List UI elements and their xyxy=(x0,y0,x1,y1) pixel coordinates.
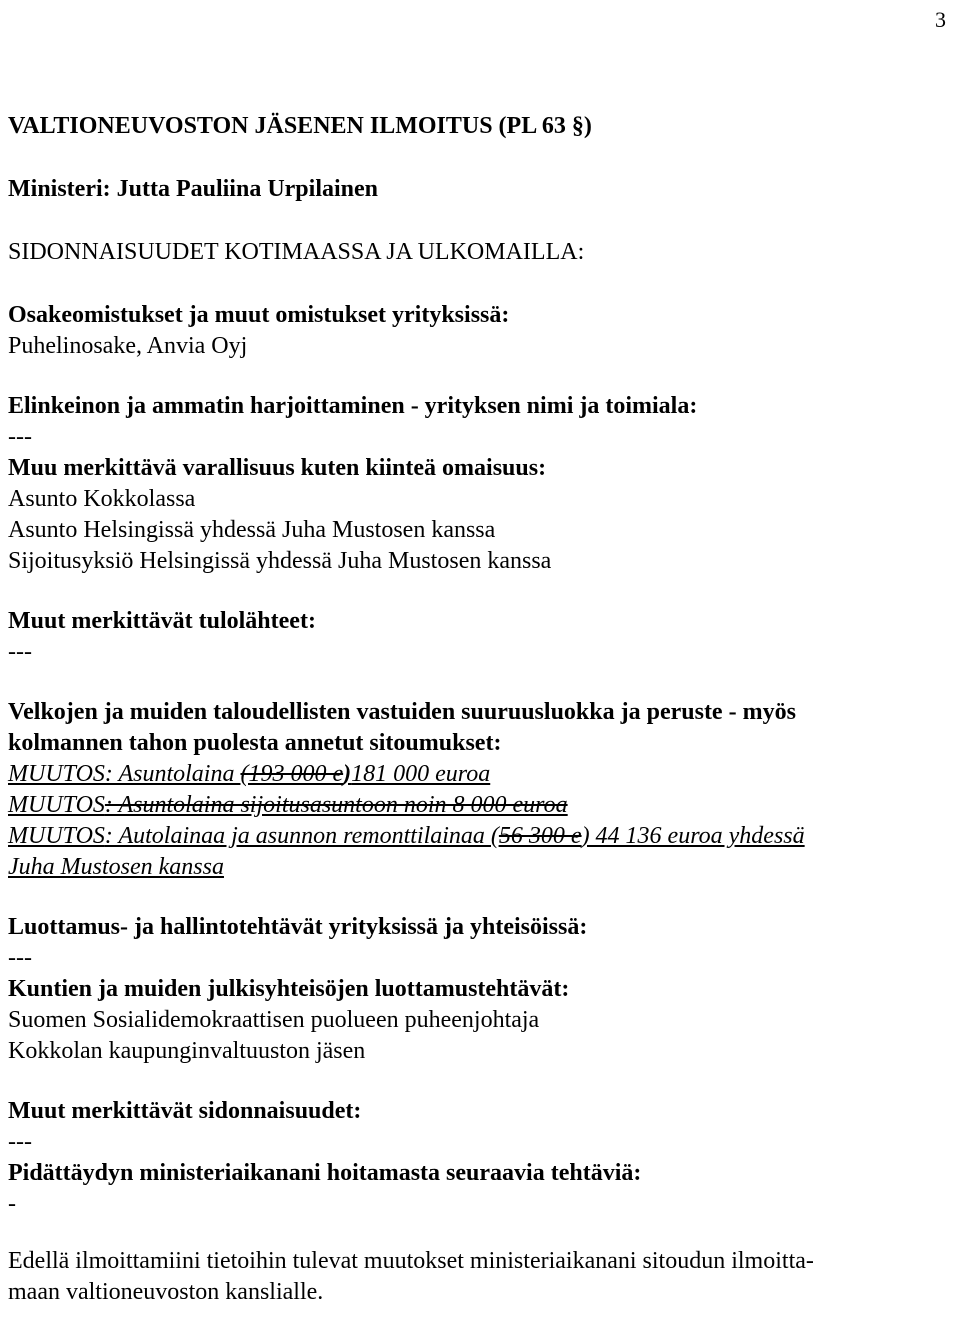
public-trust-item: Kokkolan kaupunginvaltuuston jäsen xyxy=(8,1038,366,1064)
trust-companies-heading: Luottamus- ja hallintotehtävät yrityksissä ja yhteisöissä: xyxy=(8,914,588,940)
public-trust-item: Suomen Sosialidemokraattisen puolueen puheenjohtaja xyxy=(8,1007,540,1033)
debt-change-prefix: MUUTOS: Asuntolaina xyxy=(8,761,241,787)
shareholding-item: Puhelinosake, Anvia Oyj xyxy=(8,333,248,359)
debt-change-line-4: Juha Mustosen kanssa xyxy=(8,854,224,880)
debts-heading-line-1: Velkojen ja muiden taloudellisten vastuiden suuruusluokka ja peruste - myös xyxy=(8,699,796,725)
document-title: VALTIONEUVOSTON JÄSENEN ILMOITUS (PL 63 §) xyxy=(8,113,592,139)
income-heading: Muut merkittävät tulolähteet: xyxy=(8,608,316,634)
loan-description: : Autolainaa ja asunnon remonttilainaa ( xyxy=(104,823,499,849)
declaration-document xyxy=(8,111,938,1308)
closing-line-1: Edellä ilmoittamiini tietoihin tulevat muutokset ministeriaikanani sitoudun ilmoitta- xyxy=(8,1248,814,1274)
recusal-heading: Pidättäydyn ministeriaikanani hoitamasta seuraavia tehtäviä: xyxy=(8,1160,642,1186)
business-value: --- xyxy=(8,424,32,450)
debt-change-line-1 xyxy=(8,759,938,790)
struck-amount: 56 300 e xyxy=(498,823,582,849)
new-amount: ) 44 136 euroa yhdessä xyxy=(581,823,805,849)
property-heading: Muu merkittävä varallisuus kuten kiinteä omaisuus: xyxy=(8,455,547,481)
business-heading: Elinkeinon ja ammatin harjoittaminen - yrityksen nimi ja toimiala: xyxy=(8,393,698,419)
shareholdings-heading: Osakeomistukset ja muut omistukset yrityksissä: xyxy=(8,302,510,328)
other-ties-heading: Muut merkittävät sidonnaisuudet: xyxy=(8,1098,362,1124)
debt-change-prefix: MUUTOS xyxy=(8,792,105,818)
debt-change-line-3 xyxy=(8,821,938,852)
debt-change-line-2 xyxy=(8,790,938,821)
property-item: Asunto Kokkolassa xyxy=(8,486,196,512)
debts-heading-line-2: kolmannen tahon puolesta annetut sitoumukset: xyxy=(8,730,502,756)
property-item: Sijoitusyksiö Helsingissä yhdessä Juha Mustosen kanssa xyxy=(8,548,552,574)
struck-amount: (193 000 e xyxy=(240,761,344,787)
new-amount: 181 000 euroa xyxy=(351,761,491,787)
struck-loan: : Asuntolaina sijoitusasuntoon noin 8 000 euroa xyxy=(104,792,568,818)
public-trust-heading: Kuntien ja muiden julkisyhteisöjen luottamustehtävät: xyxy=(8,976,570,1002)
property-item: Asunto Helsingissä yhdessä Juha Mustosen kanssa xyxy=(8,517,496,543)
trust-companies-value: --- xyxy=(8,945,32,971)
main-heading: SIDONNAISUUDET KOTIMAASSA JA ULKOMAILLA: xyxy=(8,239,585,265)
closing-paren: ) xyxy=(343,761,352,787)
other-ties-value: --- xyxy=(8,1129,32,1155)
minister-name: Ministeri: Jutta Pauliina Urpilainen xyxy=(8,176,379,202)
page-number: 3 xyxy=(935,7,946,32)
closing-line-2: maan valtioneuvoston kanslialle. xyxy=(8,1279,324,1305)
recusal-value: - xyxy=(8,1191,16,1217)
income-value: --- xyxy=(8,639,32,665)
debt-change-prefix: MUUTOS xyxy=(8,823,105,849)
